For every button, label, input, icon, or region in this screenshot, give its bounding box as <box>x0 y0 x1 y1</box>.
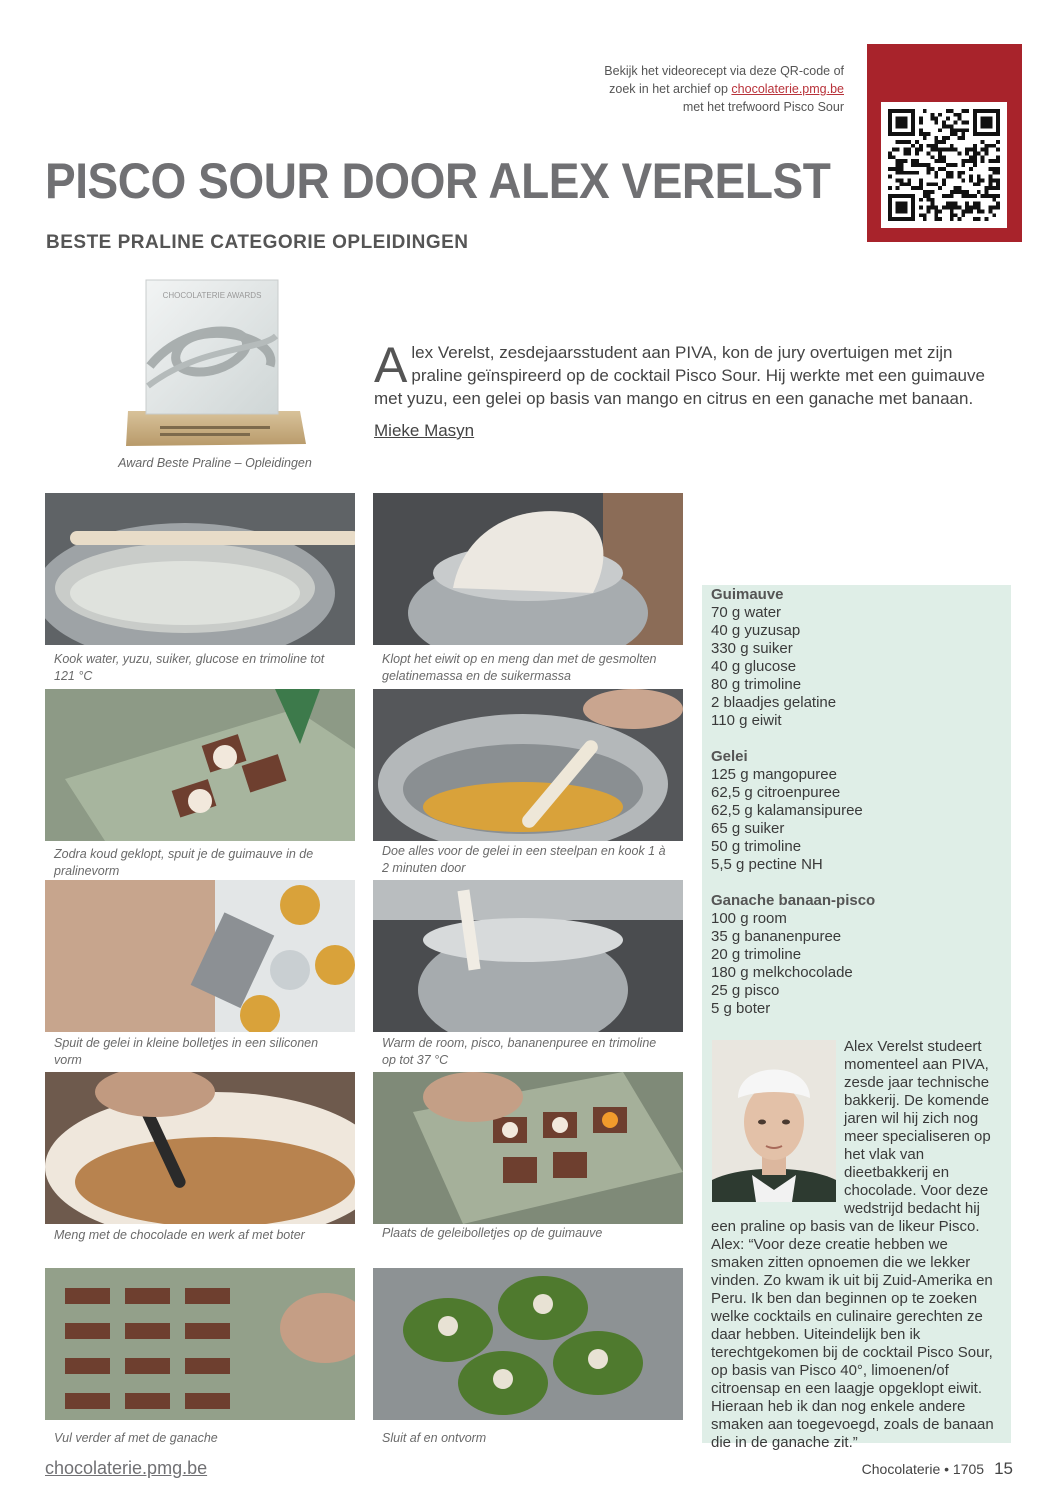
ingredient: 20 g trimoline <box>711 946 802 963</box>
ingredient: 35 g bananenpuree <box>711 928 842 945</box>
step-caption-3: Zodra koud geklopt, spuit je de guimauve in de pralinevorm <box>54 847 314 878</box>
step-caption-5: Spuit de gelei in kleine bolletjes in een siliconen vorm <box>54 1036 319 1067</box>
recipe-section-title: Gelei <box>711 748 748 765</box>
step-caption-2: Klopt het eiwit op en meng dan met de gesmolten gelatinemassa en de suikermassa <box>382 652 657 683</box>
ingredient: 62,5 g kalamansipuree <box>711 802 863 819</box>
recipe-ingredients <box>711 586 1006 1036</box>
recipe-section-title: Guimauve <box>711 586 784 603</box>
award-plaque-text: CHOCOLATERIE AWARDS <box>162 291 262 300</box>
ingredient: 25 g pisco <box>711 982 780 999</box>
recipe-section-title: Ganache banaan-pisco <box>711 892 876 909</box>
award-caption: Award Beste Praline – Opleidingen <box>118 456 312 470</box>
ingredient: 180 g melkchocolade <box>711 964 853 981</box>
recipe-section-guimauve <box>711 586 1006 730</box>
ingredient: 40 g yuzusap <box>711 622 801 639</box>
intro-text: lex Verelst, zesdejaarsstudent aan PIVA, kon de jury overtuigen met zijn praline geïnspireerd op de cocktail Pisco Sour. Hij werkte met een guimauve met yuzu, een gelei op basis van mango en citrus en een ganache met banaan. <box>374 343 985 408</box>
step-photo-3 <box>45 689 355 841</box>
page-number: 15 <box>994 1459 1013 1478</box>
qr-code-icon[interactable] <box>888 109 1000 221</box>
qr-note-line3: met het trefwoord Pisco Sour <box>682 100 844 114</box>
footer-issue <box>862 1459 1013 1479</box>
qr-note-line1: Bekijk het videorecept via deze QR-code of <box>604 64 844 78</box>
qr-note-prefix: zoek in het archief op <box>609 82 732 96</box>
intro-dropcap: A <box>374 337 408 393</box>
bio-text: Alex Verelst studeert momenteel aan PIVA, zesde jaar technische bakkerij. De komende jaren wil hij zich nog meer specialiseren op het vlak van dieetbakkerij en chocolade. Voor deze wedstrijd bedacht hij een praline op basis van de likeur Pisco. Alex: “Voor deze creatie hebben we smaken zitten opnoemen die we lekker vinden. Zo kwam ik uit bij Zuid-Amerika en Peru. Ik ben dan beginnen op te zoeken welke cocktails en culinaire gerechten ze daar hebben. Uiteindelijk ben ik terechtgekomen bij de cocktail Pisco Sour, op basis van Pisco 40°, limoenen/of citroensap en een laagje opgeklopt eiwit. Hieraan heb ik dan nog enkele andere smaken aan toegevoegd, zoals de banaan die in de ganache zit.” <box>711 1038 994 1451</box>
recipe-section-ganache <box>711 892 1006 1018</box>
step-caption-8: Plaats de geleibolletjes op de guimauve <box>382 1226 603 1240</box>
footer-website-link[interactable]: chocolaterie.pmg.be <box>45 1458 208 1478</box>
intro-paragraph <box>374 337 1004 410</box>
step-photo-4 <box>373 689 683 841</box>
qr-note-line2 <box>504 80 844 98</box>
step-photo-7 <box>45 1072 355 1224</box>
page-subtitle: BESTE PRALINE CATEGORIE OPLEIDINGEN <box>46 232 469 253</box>
recipe-section-gelei <box>711 748 1006 874</box>
ingredient: 40 g glucose <box>711 658 797 675</box>
step-caption-6: Warm de room, pisco, bananenpuree en trimoline op tot 37 °C <box>382 1036 657 1067</box>
student-portrait-image <box>712 1040 836 1202</box>
step-photo-2 <box>373 493 683 645</box>
step-photo-1 <box>45 493 355 645</box>
ingredient: 50 g trimoline <box>711 838 802 855</box>
ingredient: 80 g trimoline <box>711 676 802 693</box>
step-caption-1: Kook water, yuzu, suiker, glucose en trimoline tot 121 °C <box>54 652 325 683</box>
ingredient: 110 g eiwit <box>711 712 782 729</box>
qr-note <box>504 62 844 116</box>
step-caption-7: Meng met de chocolade en werk af met boter <box>54 1228 305 1242</box>
ingredient: 2 blaadjes gelatine <box>711 694 837 711</box>
ingredient: 65 g suiker <box>711 820 785 837</box>
ingredient: 62,5 g citroenpuree <box>711 784 841 801</box>
step-photo-9 <box>45 1268 355 1420</box>
step-photo-5 <box>45 880 355 1032</box>
author-name: Mieke Masyn <box>374 421 475 440</box>
magazine-issue: Chocolaterie • 1705 <box>861 1461 985 1477</box>
step-caption-10: Sluit af en ontvorm <box>382 1431 487 1445</box>
step-photo-6 <box>373 880 683 1032</box>
step-photo-10 <box>373 1268 683 1420</box>
ingredient: 70 g water <box>711 604 782 621</box>
step-caption-4: Doe alles voor de gelei in een steelpan en kook 1 à 2 minuten door <box>382 844 666 875</box>
step-photo-8 <box>373 1072 683 1224</box>
ingredient: 5,5 g pectine NH <box>711 856 823 873</box>
ingredient: 100 g room <box>711 910 787 927</box>
ingredient: 5 g boter <box>711 1000 771 1017</box>
step-caption-9: Vul verder af met de ganache <box>54 1431 218 1445</box>
ingredient: 330 g suiker <box>711 640 793 657</box>
award-trophy-image <box>120 276 310 451</box>
archive-link[interactable]: chocolaterie.pmg.be <box>731 82 844 96</box>
ingredient: 125 g mangopuree <box>711 766 837 783</box>
page-title: PISCO SOUR DOOR ALEX VERELST <box>45 153 831 209</box>
